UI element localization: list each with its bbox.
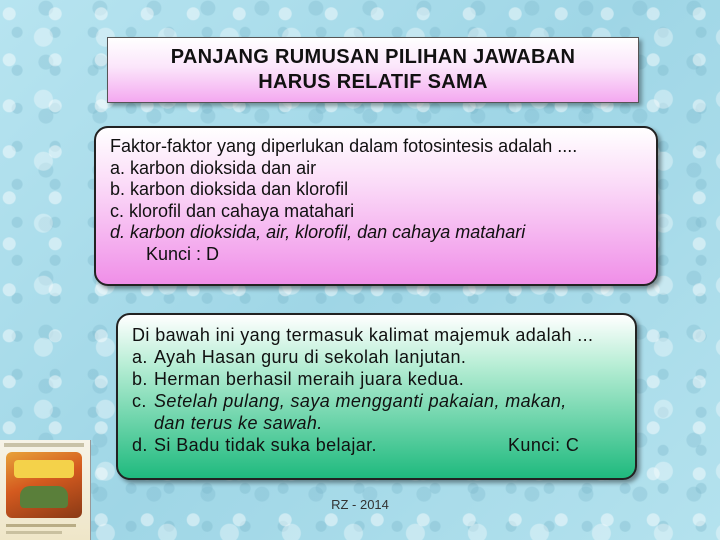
question1-answer-key: Kunci : D (146, 243, 220, 264)
slide-title-line2: HARUS RELATIF SAMA (258, 71, 488, 93)
question1-option-d: d. karbon dioksida, air, klorofil, dan cahaya matahari (110, 222, 526, 242)
question2-option-d (132, 434, 621, 456)
footer-credit: RZ - 2014 (331, 497, 389, 512)
option-label: b. (132, 369, 148, 389)
question2-option-c (132, 390, 621, 412)
question2-answer-key: Kunci: C (508, 435, 580, 455)
question2-stem: Di bawah ini yang termasuk kalimat majemuk adalah ... (132, 325, 594, 345)
option-text: Si Badu tidak suka belajar. (154, 435, 377, 455)
slide-title-line1: PANJANG RUMUSAN PILIHAN JAWABAN (170, 46, 576, 68)
question1-box (94, 126, 658, 286)
question2-option-a (132, 346, 621, 368)
question1-stem: Faktor-faktor yang diperlukan dalam fotosintesis adalah .... (110, 136, 578, 156)
question1-option-a: a. karbon dioksida dan air (110, 157, 317, 178)
question2-option-c-continued: dan terus ke sawah. (154, 413, 323, 433)
slide-title (171, 45, 576, 95)
question2-option-b (132, 368, 621, 390)
option-label: a. (132, 347, 148, 367)
option-text: Setelah pulang, saya mengganti pakaian, makan, (154, 391, 567, 411)
option-label: d. (132, 435, 148, 455)
option-text: Herman berhasil meraih juara kedua. (154, 369, 465, 389)
question2-box (116, 313, 637, 480)
question1-option-b: b. karbon dioksida dan klorofil (110, 179, 349, 199)
option-text: Ayah Hasan guru di sekolah lanjutan. (154, 347, 467, 367)
question1-option-c: c. klorofil dan cahaya matahari (110, 200, 355, 221)
slide-title-box (107, 37, 639, 103)
option-label: c. (132, 391, 147, 411)
book-cover-icon (0, 440, 91, 540)
